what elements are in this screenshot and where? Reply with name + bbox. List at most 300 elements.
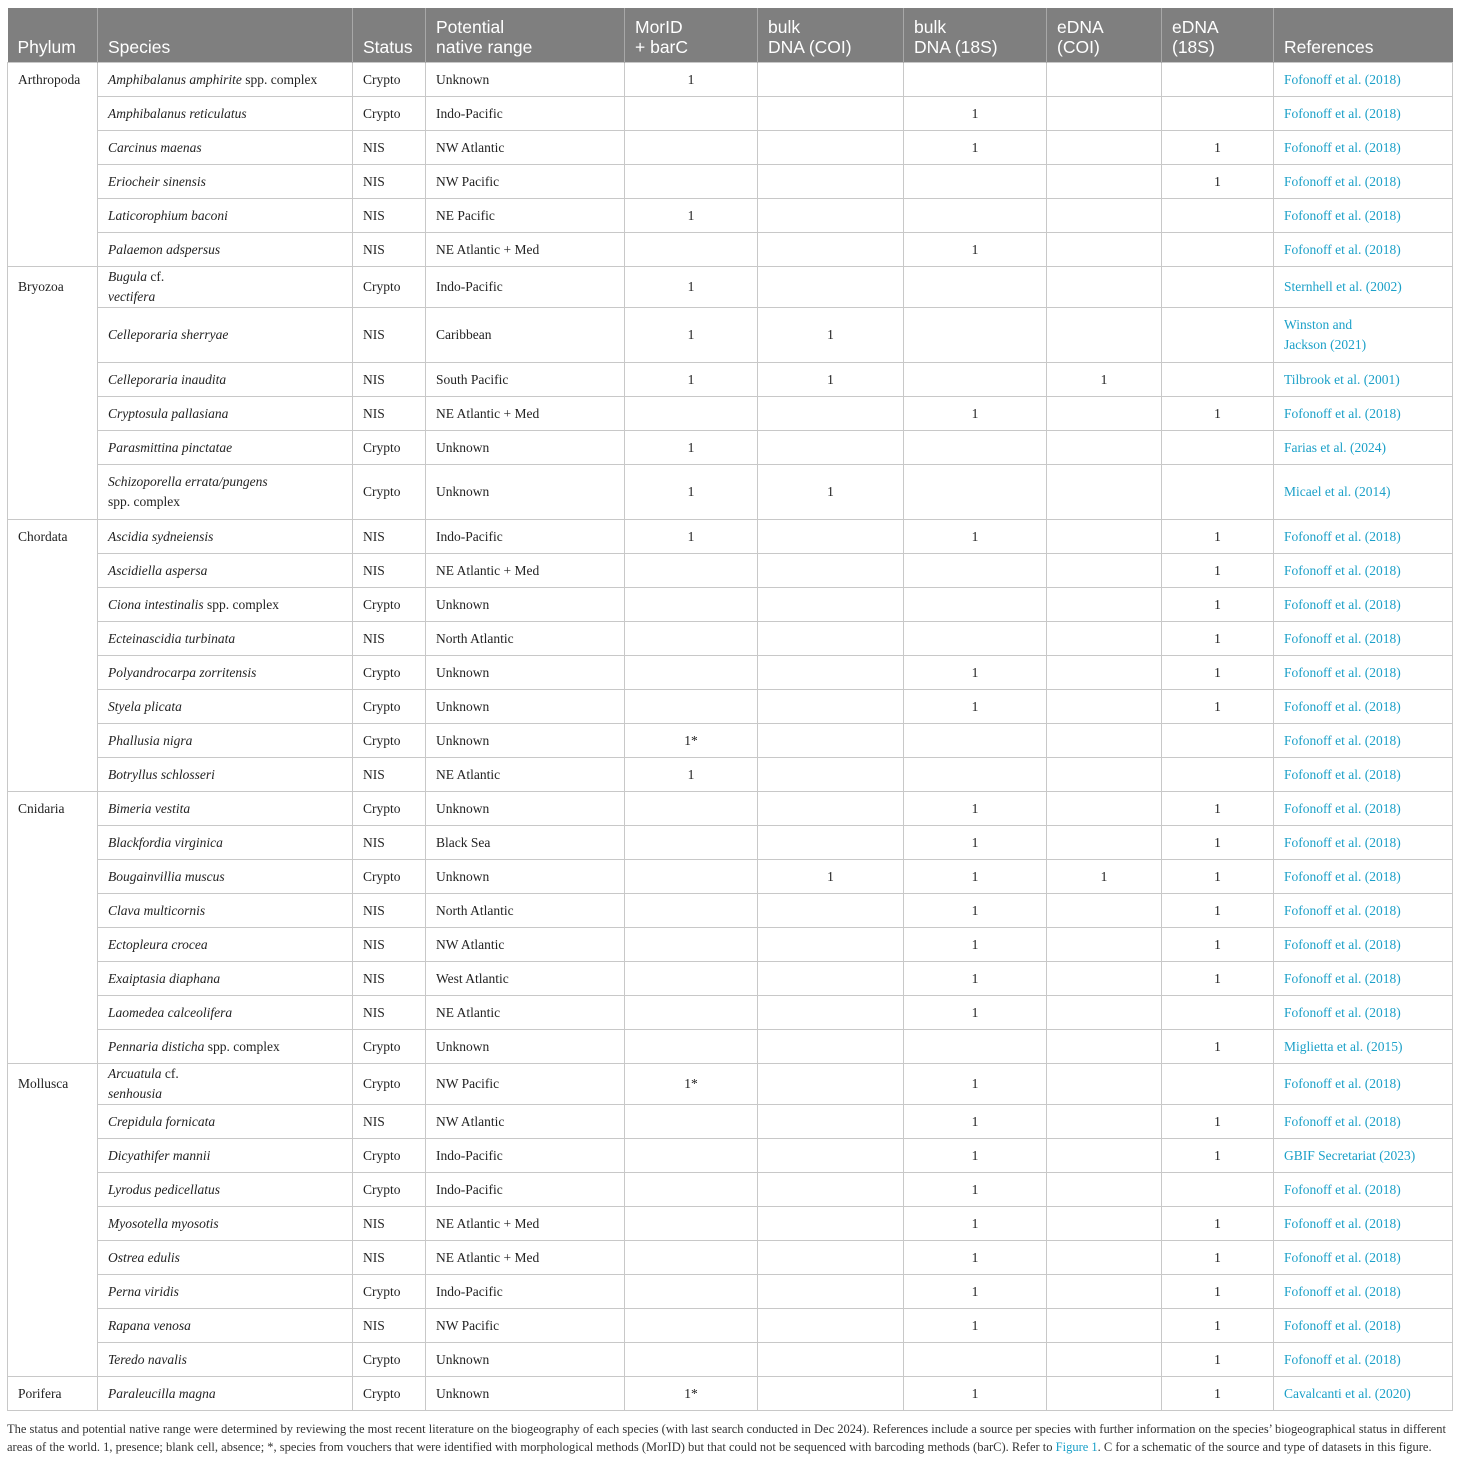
table-footnote bbox=[7, 1420, 1454, 1456]
cell-edna-coi bbox=[1047, 1275, 1162, 1309]
cell-status: Crypto bbox=[353, 1343, 426, 1377]
cell-native-range: Unknown bbox=[426, 1377, 625, 1411]
cell-native-range: NE Atlantic + Med bbox=[426, 1241, 625, 1275]
cell-bulk-18s: 1 bbox=[904, 520, 1047, 554]
reference-link[interactable]: Micael et al. (2014) bbox=[1284, 484, 1391, 499]
reference-link[interactable]: GBIF Secretariat (2023) bbox=[1284, 1147, 1416, 1163]
species-name: Laticorophium baconi bbox=[108, 207, 228, 223]
cell-status: NIS bbox=[353, 622, 426, 656]
cell-morid-barc bbox=[625, 894, 758, 928]
cell-phylum bbox=[8, 894, 98, 928]
cell-phylum bbox=[8, 1105, 98, 1139]
col-header-edna-coi bbox=[1047, 8, 1162, 63]
cell-reference bbox=[1274, 363, 1453, 397]
cell-bulk-18s: 1 bbox=[904, 397, 1047, 431]
cell-native-range: Indo-Pacific bbox=[426, 520, 625, 554]
cell-species bbox=[98, 1207, 353, 1241]
reference-link[interactable]: Fofonoff et al. (2018) bbox=[1284, 1317, 1401, 1333]
cell-edna-18s: 1 bbox=[1162, 131, 1274, 165]
cell-bulk-18s: 1 bbox=[904, 894, 1047, 928]
cell-native-range: Indo-Pacific bbox=[426, 97, 625, 131]
species-name: Eriocheir sinensis bbox=[108, 173, 206, 189]
table-row bbox=[8, 1139, 1453, 1173]
cell-reference bbox=[1274, 1173, 1453, 1207]
cell-bulk-18s: 1 bbox=[904, 233, 1047, 267]
species-name: Exaiptasia diaphana bbox=[108, 970, 221, 986]
col-header-label: Phylum bbox=[17, 37, 76, 57]
cell-bulk-18s bbox=[904, 431, 1047, 465]
cell-phylum bbox=[8, 363, 98, 397]
species-name: Bougainvillia muscus bbox=[108, 868, 225, 884]
cell-edna-coi bbox=[1047, 690, 1162, 724]
cell-bulk-18s: 1 bbox=[904, 1377, 1047, 1411]
cell-species bbox=[98, 431, 353, 465]
table-row bbox=[8, 97, 1453, 131]
cell-morid-barc: 1 bbox=[625, 520, 758, 554]
cell-status: NIS bbox=[353, 165, 426, 199]
cell-bulk-coi bbox=[758, 1064, 904, 1105]
reference-link[interactable]: Fofonoff et al. (2018) bbox=[1284, 1181, 1401, 1197]
cell-status: Crypto bbox=[353, 63, 426, 97]
reference-link[interactable]: Fofonoff et al. (2018) bbox=[1284, 1249, 1401, 1265]
col-header-line1: bulk bbox=[768, 17, 801, 37]
cell-phylum bbox=[8, 1173, 98, 1207]
cell-phylum: Bryozoa bbox=[8, 267, 98, 308]
reference-link[interactable]: Cavalcanti et al. (2020) bbox=[1284, 1385, 1411, 1401]
reference-link[interactable]: Sternhell et al. (2002) bbox=[1284, 279, 1402, 294]
reference-link[interactable]: Farias et al. (2024) bbox=[1284, 439, 1386, 455]
cell-phylum bbox=[8, 758, 98, 792]
cell-reference bbox=[1274, 199, 1453, 233]
reference-link[interactable]: Fofonoff et al. (2018) bbox=[1284, 630, 1401, 646]
col-header-line2: (COI) bbox=[1057, 37, 1100, 57]
species-name: Ascidiella aspersa bbox=[108, 562, 208, 578]
cell-native-range: NE Atlantic bbox=[426, 996, 625, 1030]
cell-native-range: Black Sea bbox=[426, 826, 625, 860]
cell-species bbox=[98, 1343, 353, 1377]
cell-reference bbox=[1274, 1139, 1453, 1173]
cell-bulk-18s bbox=[904, 588, 1047, 622]
cell-bulk-18s bbox=[904, 1343, 1047, 1377]
cell-bulk-18s: 1 bbox=[904, 1173, 1047, 1207]
cell-reference bbox=[1274, 928, 1453, 962]
cell-native-range: West Atlantic bbox=[426, 962, 625, 996]
cell-native-range: Unknown bbox=[426, 690, 625, 724]
cell-status: NIS bbox=[353, 131, 426, 165]
cell-bulk-coi bbox=[758, 554, 904, 588]
table-row bbox=[8, 397, 1453, 431]
cell-native-range: NE Atlantic + Med bbox=[426, 233, 625, 267]
cell-bulk-coi: 1 bbox=[758, 860, 904, 894]
col-header-line1: eDNA bbox=[1172, 17, 1219, 37]
reference-link[interactable]: Fofonoff et al. (2018) bbox=[1284, 664, 1401, 680]
reference-link[interactable]: Fofonoff et al. (2018) bbox=[1284, 1076, 1401, 1091]
reference-link[interactable]: Fofonoff et al. (2018) bbox=[1284, 71, 1401, 87]
cell-native-range: NW Pacific bbox=[426, 1064, 625, 1105]
footnote-text-end: . C for a schematic of the source and type of datasets in this figure. bbox=[1097, 1440, 1432, 1454]
cell-phylum: Cnidaria bbox=[8, 792, 98, 826]
cell-bulk-coi bbox=[758, 1241, 904, 1275]
reference-link[interactable]: Fofonoff et al. (2018) bbox=[1284, 1113, 1401, 1129]
table-row bbox=[8, 554, 1453, 588]
cell-native-range: NW Pacific bbox=[426, 165, 625, 199]
cell-status: NIS bbox=[353, 826, 426, 860]
cell-phylum bbox=[8, 431, 98, 465]
species-qualifier: cf. bbox=[147, 269, 165, 284]
cell-bulk-18s: 1 bbox=[904, 1105, 1047, 1139]
cell-edna-coi bbox=[1047, 792, 1162, 826]
species-name: Paraleucilla magna bbox=[108, 1385, 216, 1401]
cell-edna-coi bbox=[1047, 520, 1162, 554]
cell-species bbox=[98, 465, 353, 520]
cell-edna-coi bbox=[1047, 894, 1162, 928]
cell-species bbox=[98, 588, 353, 622]
cell-bulk-coi bbox=[758, 520, 904, 554]
cell-edna-18s bbox=[1162, 308, 1274, 363]
table-row bbox=[8, 724, 1453, 758]
cell-edna-coi bbox=[1047, 233, 1162, 267]
cell-status: Crypto bbox=[353, 1173, 426, 1207]
cell-morid-barc bbox=[625, 588, 758, 622]
reference-link[interactable]: Fofonoff et al. (2018) bbox=[1284, 596, 1401, 612]
cell-reference bbox=[1274, 1241, 1453, 1275]
cell-bulk-18s: 1 bbox=[904, 1064, 1047, 1105]
cell-bulk-coi bbox=[758, 588, 904, 622]
reference-link[interactable]: Fofonoff et al. (2018) bbox=[1284, 1215, 1401, 1231]
cell-species bbox=[98, 363, 353, 397]
cell-reference bbox=[1274, 792, 1453, 826]
cell-reference bbox=[1274, 622, 1453, 656]
cell-species bbox=[98, 520, 353, 554]
cell-status: NIS bbox=[353, 928, 426, 962]
cell-bulk-coi: 1 bbox=[758, 363, 904, 397]
species-name: Amphibalanus reticulatus bbox=[108, 105, 247, 121]
species-qualifier: spp. complex bbox=[241, 71, 318, 87]
cell-bulk-18s: 1 bbox=[904, 996, 1047, 1030]
cell-bulk-18s bbox=[904, 63, 1047, 97]
col-header-line2: DNA (18S) bbox=[914, 37, 998, 57]
reference-link[interactable]: Fofonoff et al. (2018) bbox=[1284, 241, 1401, 257]
col-header-label: Species bbox=[108, 37, 171, 57]
reference-link[interactable]: Miglietta et al. (2015) bbox=[1284, 1038, 1403, 1054]
cell-edna-coi bbox=[1047, 1241, 1162, 1275]
cell-species bbox=[98, 622, 353, 656]
cell-morid-barc bbox=[625, 1139, 758, 1173]
cell-morid-barc bbox=[625, 962, 758, 996]
reference-link[interactable]: Fofonoff et al. (2018) bbox=[1284, 868, 1401, 884]
cell-phylum bbox=[8, 131, 98, 165]
cell-status: NIS bbox=[353, 520, 426, 554]
cell-edna-coi bbox=[1047, 1139, 1162, 1173]
col-header-bulk-18s bbox=[904, 8, 1047, 63]
cell-edna-18s: 1 bbox=[1162, 1343, 1274, 1377]
species-qualifier: spp. complex bbox=[203, 596, 280, 612]
cell-morid-barc bbox=[625, 1207, 758, 1241]
cell-species bbox=[98, 1064, 353, 1105]
cell-morid-barc bbox=[625, 690, 758, 724]
cell-reference bbox=[1274, 962, 1453, 996]
col-header-bulk-coi bbox=[758, 8, 904, 63]
cell-bulk-18s: 1 bbox=[904, 792, 1047, 826]
cell-phylum bbox=[8, 308, 98, 363]
table-row bbox=[8, 1207, 1453, 1241]
cell-edna-coi bbox=[1047, 996, 1162, 1030]
cell-bulk-18s: 1 bbox=[904, 1309, 1047, 1343]
reference-link[interactable]: Fofonoff et al. (2018) bbox=[1284, 766, 1401, 782]
cell-phylum bbox=[8, 622, 98, 656]
cell-edna-coi bbox=[1047, 962, 1162, 996]
table-row bbox=[8, 1105, 1453, 1139]
cell-status: NIS bbox=[353, 1105, 426, 1139]
table-row bbox=[8, 199, 1453, 233]
cell-bulk-18s: 1 bbox=[904, 131, 1047, 165]
cell-native-range: Unknown bbox=[426, 588, 625, 622]
reference-link[interactable]: Fofonoff et al. (2018) bbox=[1284, 834, 1401, 850]
cell-edna-18s bbox=[1162, 233, 1274, 267]
cell-edna-coi bbox=[1047, 1377, 1162, 1411]
cell-edna-18s: 1 bbox=[1162, 826, 1274, 860]
cell-phylum bbox=[8, 1343, 98, 1377]
species-name: Myosotella myosotis bbox=[108, 1215, 219, 1231]
cell-bulk-18s: 1 bbox=[904, 690, 1047, 724]
cell-reference bbox=[1274, 308, 1453, 363]
cell-bulk-coi bbox=[758, 826, 904, 860]
cell-species bbox=[98, 826, 353, 860]
cell-native-range: Unknown bbox=[426, 1343, 625, 1377]
cell-phylum bbox=[8, 1030, 98, 1064]
reference-link[interactable]: Fofonoff et al. (2018) bbox=[1284, 562, 1401, 578]
cell-morid-barc bbox=[625, 1309, 758, 1343]
cell-phylum bbox=[8, 928, 98, 962]
cell-morid-barc bbox=[625, 97, 758, 131]
cell-reference bbox=[1274, 758, 1453, 792]
cell-native-range: Indo-Pacific bbox=[426, 267, 625, 308]
cell-species bbox=[98, 860, 353, 894]
cell-edna-18s: 1 bbox=[1162, 860, 1274, 894]
species-name: Parasmittina pinctatae bbox=[108, 439, 233, 455]
cell-edna-coi bbox=[1047, 1064, 1162, 1105]
cell-morid-barc: 1* bbox=[625, 724, 758, 758]
cell-edna-coi bbox=[1047, 267, 1162, 308]
cell-morid-barc: 1 bbox=[625, 363, 758, 397]
cell-bulk-18s bbox=[904, 724, 1047, 758]
col-header-references bbox=[1274, 8, 1453, 63]
table-row bbox=[8, 1064, 1453, 1105]
reference-link[interactable]: Fofonoff et al. (2018) bbox=[1284, 105, 1401, 121]
reference-link[interactable]: Fofonoff et al. (2018) bbox=[1284, 936, 1401, 952]
cell-edna-18s: 1 bbox=[1162, 656, 1274, 690]
cell-bulk-coi bbox=[758, 131, 904, 165]
cell-native-range: North Atlantic bbox=[426, 622, 625, 656]
cell-edna-18s bbox=[1162, 1173, 1274, 1207]
species-table bbox=[7, 8, 1453, 1411]
cell-edna-18s bbox=[1162, 465, 1274, 520]
table-row bbox=[8, 165, 1453, 199]
cell-reference bbox=[1274, 233, 1453, 267]
cell-bulk-18s bbox=[904, 165, 1047, 199]
species-name: Cryptosula pallasiana bbox=[108, 405, 229, 421]
cell-status: Crypto bbox=[353, 465, 426, 520]
cell-phylum bbox=[8, 397, 98, 431]
reference-link[interactable]: Fofonoff et al. (2018) bbox=[1284, 173, 1401, 189]
table-row bbox=[8, 996, 1453, 1030]
cell-status: Crypto bbox=[353, 97, 426, 131]
reference-link[interactable]: Fofonoff et al. (2018) bbox=[1284, 970, 1401, 986]
cell-edna-18s: 1 bbox=[1162, 962, 1274, 996]
cell-bulk-18s bbox=[904, 308, 1047, 363]
cell-edna-coi bbox=[1047, 97, 1162, 131]
species-name: Carcinus maenas bbox=[108, 139, 202, 155]
cell-status: NIS bbox=[353, 1241, 426, 1275]
reference-link[interactable]: Fofonoff et al. (2018) bbox=[1284, 528, 1401, 544]
cell-species bbox=[98, 928, 353, 962]
table-row bbox=[8, 1309, 1453, 1343]
cell-phylum bbox=[8, 1207, 98, 1241]
cell-morid-barc: 1 bbox=[625, 199, 758, 233]
cell-native-range: Unknown bbox=[426, 63, 625, 97]
col-header-label: References bbox=[1284, 37, 1374, 57]
cell-species bbox=[98, 1139, 353, 1173]
cell-morid-barc: 1* bbox=[625, 1064, 758, 1105]
cell-bulk-coi bbox=[758, 1173, 904, 1207]
cell-morid-barc: 1 bbox=[625, 758, 758, 792]
reference-link[interactable]: Fofonoff et al. (2018) bbox=[1284, 1004, 1401, 1020]
table-row bbox=[8, 962, 1453, 996]
cell-bulk-18s: 1 bbox=[904, 97, 1047, 131]
cell-status: NIS bbox=[353, 894, 426, 928]
species-name: Laomedea calceolifera bbox=[108, 1004, 233, 1020]
cell-edna-coi bbox=[1047, 1343, 1162, 1377]
reference-link[interactable]: Winston and bbox=[1284, 317, 1353, 332]
cell-morid-barc: 1 bbox=[625, 63, 758, 97]
cell-reference bbox=[1274, 520, 1453, 554]
species-name: Dicyathifer mannii bbox=[108, 1147, 211, 1163]
cell-edna-coi bbox=[1047, 465, 1162, 520]
cell-species bbox=[98, 690, 353, 724]
reference-link[interactable]: Fofonoff et al. (2018) bbox=[1284, 800, 1401, 816]
cell-phylum: Mollusca bbox=[8, 1064, 98, 1105]
cell-bulk-coi bbox=[758, 792, 904, 826]
cell-edna-coi bbox=[1047, 588, 1162, 622]
reference-link[interactable]: Fofonoff et al. (2018) bbox=[1284, 405, 1401, 421]
cell-native-range: NW Atlantic bbox=[426, 1105, 625, 1139]
table-row bbox=[8, 792, 1453, 826]
cell-edna-18s bbox=[1162, 63, 1274, 97]
reference-link[interactable]: Fofonoff et al. (2018) bbox=[1284, 139, 1401, 155]
col-header-line1: bulk bbox=[914, 17, 947, 37]
species-name: Amphibalanus amphirite bbox=[108, 71, 242, 87]
cell-bulk-coi bbox=[758, 996, 904, 1030]
cell-morid-barc: 1 bbox=[625, 431, 758, 465]
reference-link[interactable]: Jackson (2021) bbox=[1284, 337, 1367, 352]
cell-native-range: Unknown bbox=[426, 431, 625, 465]
species-name: Bugula bbox=[108, 269, 147, 284]
cell-bulk-18s: 1 bbox=[904, 656, 1047, 690]
cell-reference bbox=[1274, 894, 1453, 928]
cell-species bbox=[98, 792, 353, 826]
cell-edna-coi bbox=[1047, 622, 1162, 656]
reference-link[interactable]: Fofonoff et al. (2018) bbox=[1284, 1351, 1401, 1367]
cell-phylum bbox=[8, 97, 98, 131]
cell-edna-18s bbox=[1162, 199, 1274, 233]
cell-status: NIS bbox=[353, 962, 426, 996]
cell-bulk-18s: 1 bbox=[904, 860, 1047, 894]
cell-reference bbox=[1274, 397, 1453, 431]
col-header-line1: eDNA bbox=[1057, 17, 1104, 37]
cell-edna-18s bbox=[1162, 267, 1274, 308]
cell-phylum bbox=[8, 860, 98, 894]
cell-native-range: Unknown bbox=[426, 1030, 625, 1064]
cell-edna-18s: 1 bbox=[1162, 554, 1274, 588]
species-name: Lyrodus pedicellatus bbox=[108, 1181, 220, 1197]
col-header-line2: (18S) bbox=[1172, 37, 1215, 57]
species-name: Arcuatula bbox=[108, 1066, 162, 1081]
cell-edna-coi bbox=[1047, 554, 1162, 588]
cell-edna-18s: 1 bbox=[1162, 1105, 1274, 1139]
cell-bulk-coi bbox=[758, 199, 904, 233]
table-row bbox=[8, 520, 1453, 554]
figure-link[interactable]: Figure 1 bbox=[1055, 1440, 1098, 1454]
cell-reference bbox=[1274, 1309, 1453, 1343]
cell-reference bbox=[1274, 131, 1453, 165]
col-header-label: Status bbox=[363, 37, 413, 57]
cell-edna-coi bbox=[1047, 308, 1162, 363]
cell-edna-18s: 1 bbox=[1162, 690, 1274, 724]
table-row bbox=[8, 588, 1453, 622]
cell-edna-18s: 1 bbox=[1162, 588, 1274, 622]
cell-native-range: NE Atlantic + Med bbox=[426, 397, 625, 431]
cell-edna-18s: 1 bbox=[1162, 1139, 1274, 1173]
table-row bbox=[8, 758, 1453, 792]
cell-phylum bbox=[8, 554, 98, 588]
table-row bbox=[8, 928, 1453, 962]
cell-edna-18s: 1 bbox=[1162, 792, 1274, 826]
reference-link[interactable]: Fofonoff et al. (2018) bbox=[1284, 1283, 1401, 1299]
cell-status: NIS bbox=[353, 233, 426, 267]
species-name: Polyandrocarpa zorritensis bbox=[108, 664, 257, 680]
cell-reference bbox=[1274, 165, 1453, 199]
cell-species bbox=[98, 1105, 353, 1139]
reference-link[interactable]: Fofonoff et al. (2018) bbox=[1284, 732, 1401, 748]
cell-native-range: Indo-Pacific bbox=[426, 1275, 625, 1309]
cell-bulk-coi bbox=[758, 928, 904, 962]
cell-edna-coi bbox=[1047, 758, 1162, 792]
species-qualifier: cf. bbox=[161, 1066, 179, 1081]
cell-native-range: Caribbean bbox=[426, 308, 625, 363]
species-name: Schizoporella errata/pungens bbox=[108, 474, 268, 489]
cell-species bbox=[98, 758, 353, 792]
cell-status: Crypto bbox=[353, 656, 426, 690]
cell-species bbox=[98, 233, 353, 267]
cell-status: Crypto bbox=[353, 431, 426, 465]
cell-species bbox=[98, 199, 353, 233]
cell-phylum bbox=[8, 1241, 98, 1275]
cell-species bbox=[98, 1030, 353, 1064]
reference-link[interactable]: Fofonoff et al. (2018) bbox=[1284, 698, 1401, 714]
cell-edna-18s: 1 bbox=[1162, 520, 1274, 554]
reference-link[interactable]: Fofonoff et al. (2018) bbox=[1284, 902, 1401, 918]
cell-status: NIS bbox=[353, 1207, 426, 1241]
cell-reference bbox=[1274, 1275, 1453, 1309]
cell-status: NIS bbox=[353, 363, 426, 397]
cell-edna-18s: 1 bbox=[1162, 1309, 1274, 1343]
cell-morid-barc bbox=[625, 996, 758, 1030]
reference-link[interactable]: Fofonoff et al. (2018) bbox=[1284, 207, 1401, 223]
cell-phylum bbox=[8, 465, 98, 520]
reference-link[interactable]: Tilbrook et al. (2001) bbox=[1284, 371, 1400, 387]
cell-morid-barc: 1 bbox=[625, 308, 758, 363]
species-name: senhousia bbox=[108, 1086, 162, 1101]
